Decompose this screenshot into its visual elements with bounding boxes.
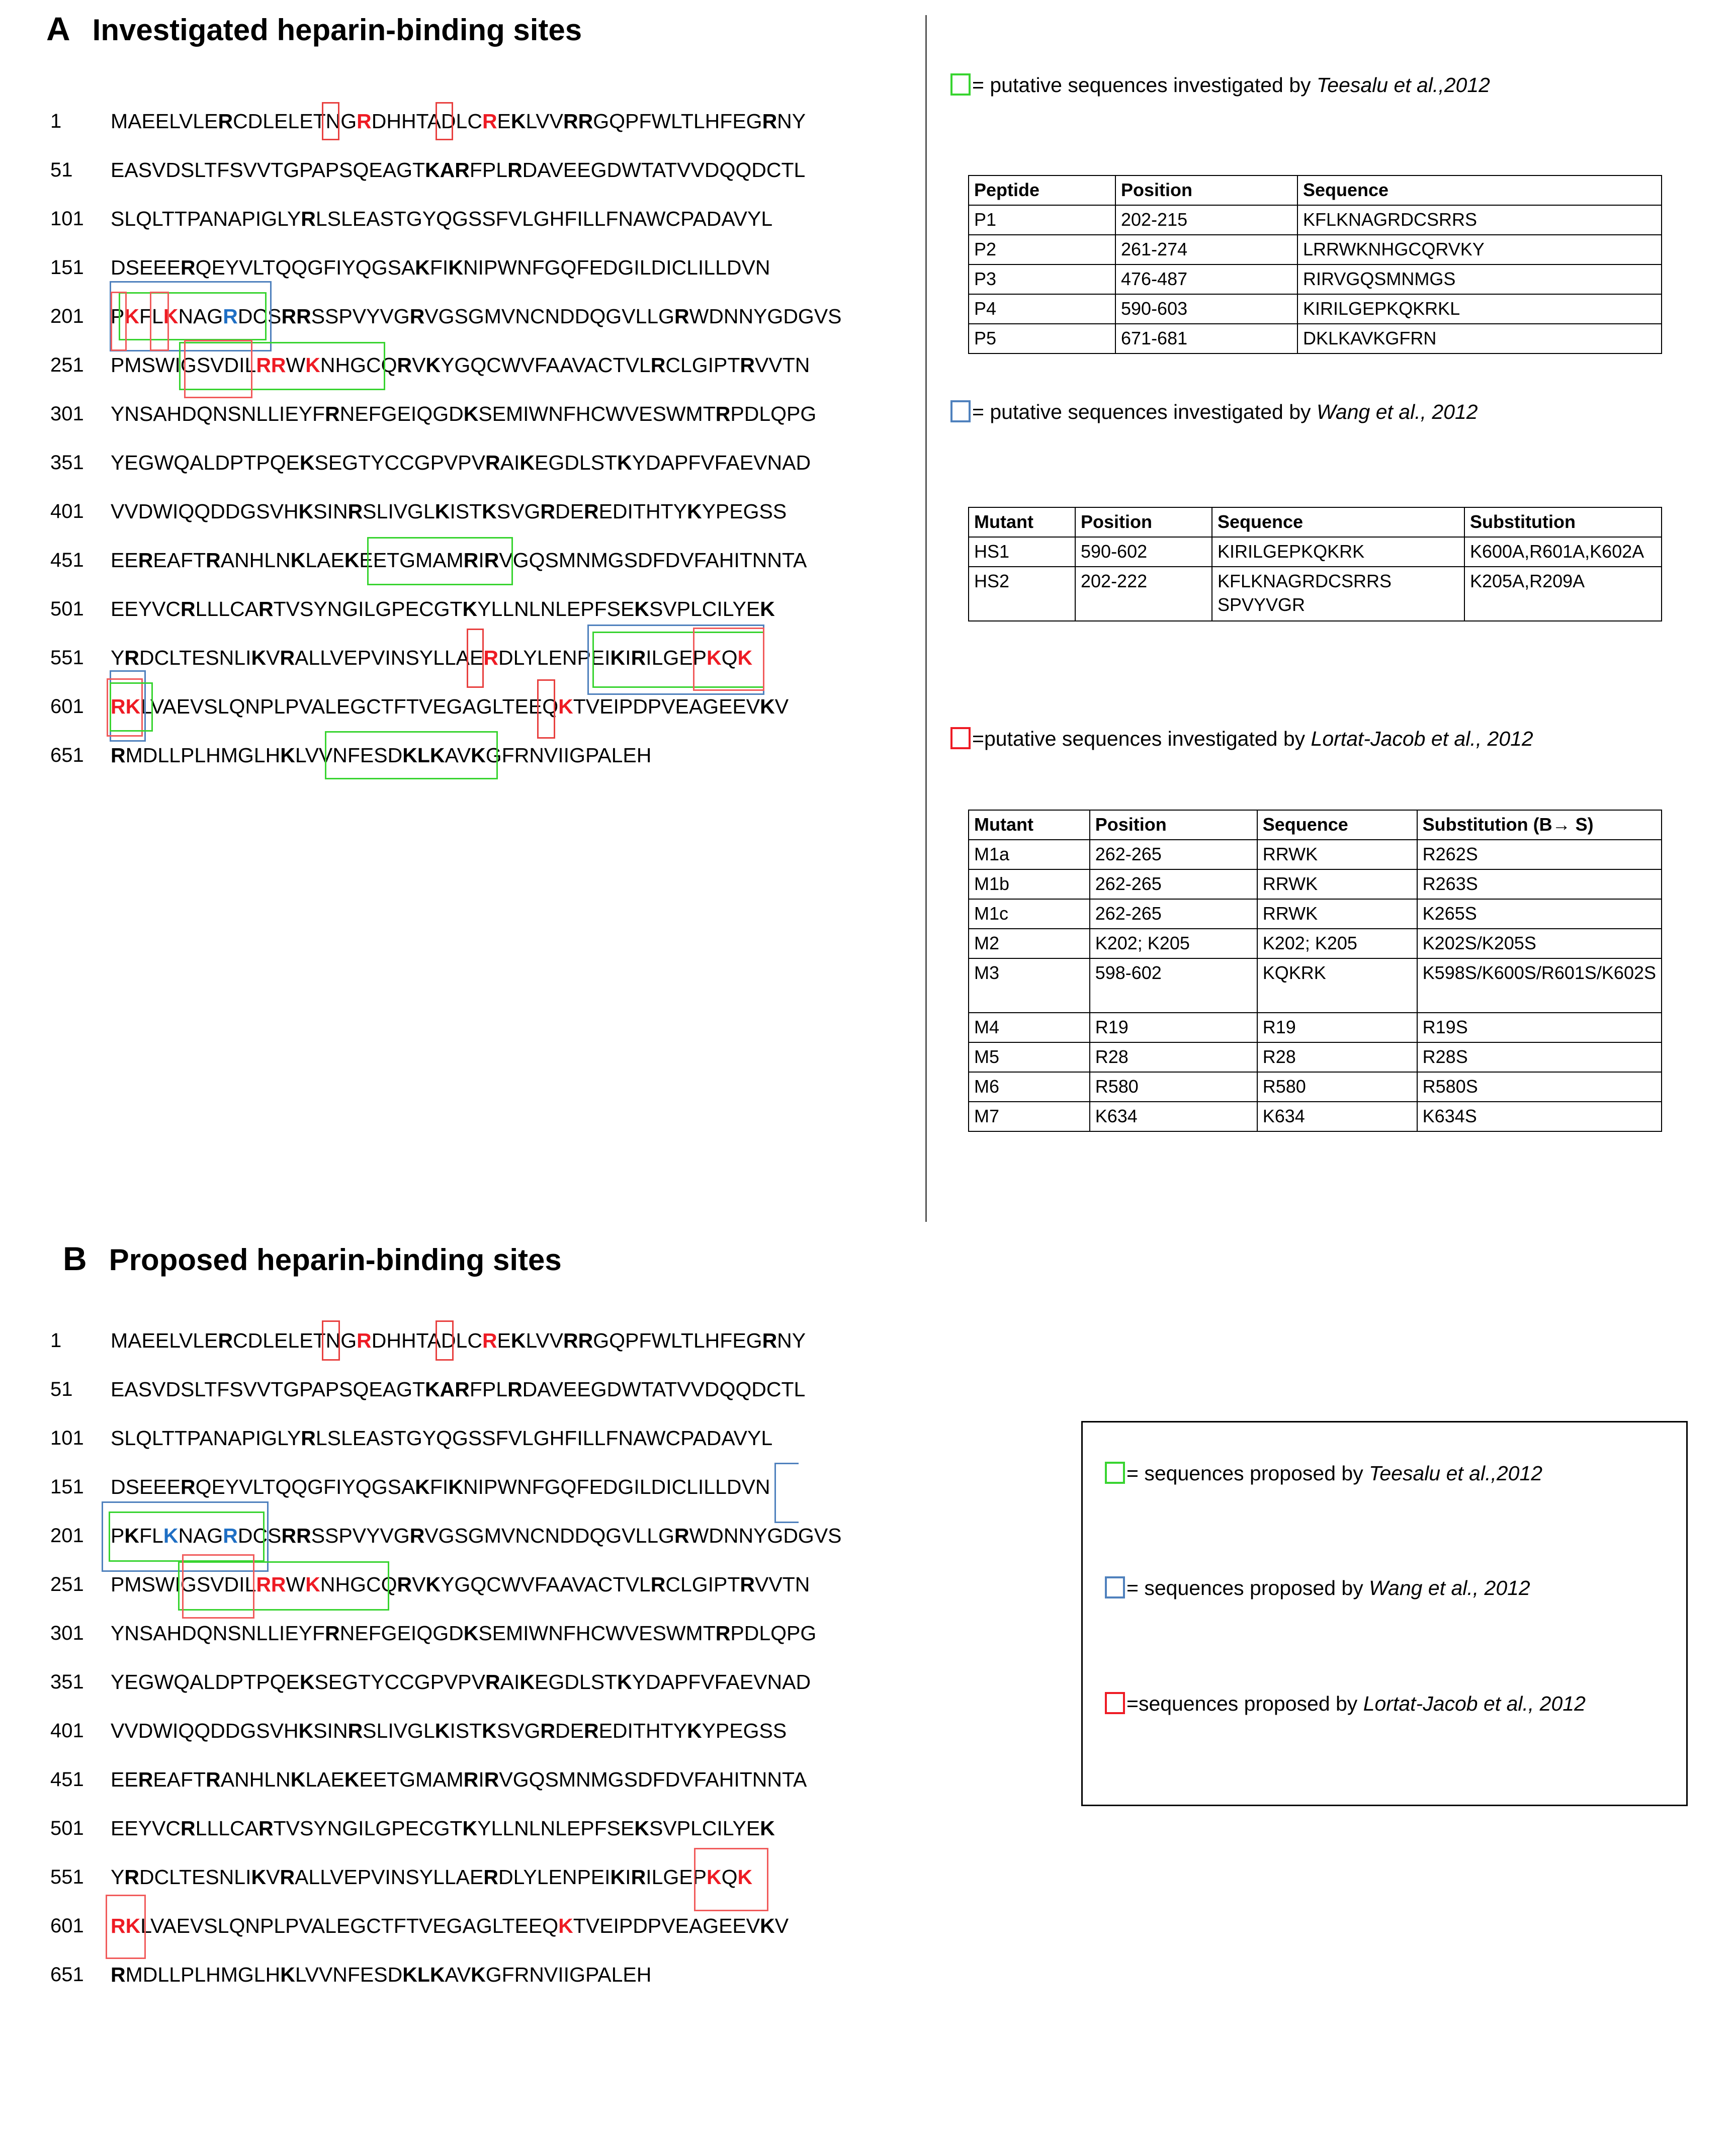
cell-position: 590-603 [1115,294,1297,324]
sequence-row [50,1425,842,1474]
legend-a-lortat [950,724,1695,754]
cell-peptide: P4 [969,294,1115,324]
sequence-position-label: 1 [50,1329,62,1352]
table-row [969,567,1662,621]
cell-sequence: KQKRK [1257,958,1417,1013]
sequence-residues: SLQLTTPANAPIGLYRLSLEASTGYQGSSFVLGHFILLFNAWCPADAVYL [111,207,773,230]
legend-a-teesalu [950,70,1680,100]
sequence-residues: DSEEERQEYVLTQQGFIYQGSAKFIKNIPWNFGQFEDGILDICLILLDVN [111,1475,770,1498]
table-header-row [969,810,1662,840]
legend-swatch-blue-icon [950,400,971,422]
legend-b-teesalu-suffix: et al.,2012 [1440,1462,1543,1485]
sequence-residues: PKFLKNAGRDCSRRSSPVYVGRVGSGMVNCNDDQGVLLGRWDNNYGDGVS [111,305,842,328]
sequence-residues: VVDWIQQDDGSVHKSINRSLIVGLKISTKSVGRDEREDITHTYKYPEGSS [111,1719,787,1742]
cell-position: 261-274 [1115,235,1297,264]
table-row [969,869,1662,899]
sequence-row [50,596,842,645]
sequence-residues: EEYVCRLLLCARTVSYNGILGPECGTKYLLNLNLEPFSEKSVPLCILYEK [111,1817,775,1840]
sequence-row [50,1815,842,1864]
sequence-position-label: 501 [50,1817,84,1839]
cell-sequence: KIRILGEPKQKRKL [1297,294,1662,324]
sequence-position-label: 351 [50,452,84,474]
legend-a-teesalu-text: = putative sequences investigated by [972,73,1317,97]
sequence-residues: EASVDSLTFSVVTGPAPSQEAGTKARFPLRDAVEEGDWTATVVDQQDCTL [111,158,806,182]
legend-swatch-red-icon [1105,1692,1125,1714]
sequence-residues: RMDLLPLHMGLHKLVVNFESDKLKAVKGFRNVIIGPALEH [111,1963,652,1986]
col-position: Position [1115,175,1297,205]
cell-position: 476-487 [1115,264,1297,294]
sequence-position-label: 401 [50,500,84,522]
cell-substitution: K634S [1417,1102,1662,1131]
sequence-row [50,303,842,352]
sequence-position-label: 251 [50,1573,84,1595]
legend-a-teesalu-author: Teesalu [1316,73,1388,97]
table-row [969,294,1662,324]
sequence-residues: PMSWIGSVDILRRWKNHGCQRVKYGQCWVFAAVACTVLRCLGIPTRVVTN [111,1573,810,1596]
cell-position: K634 [1090,1102,1257,1131]
sequence-row [50,1523,842,1571]
sequence-row [50,352,842,401]
legend-b-lortat-author: Lortat-Jacob [1363,1692,1478,1715]
cell-mutant: M1b [969,869,1090,899]
sequence-position-label: 101 [50,1427,84,1449]
col-mutant: Mutant [969,810,1090,840]
cell-substitution: K600A,R601A,K602A [1464,537,1662,567]
legend-b-teesalu-text: = sequences proposed by [1126,1462,1369,1485]
panel-a-header [46,12,582,45]
sequence-residues: EEREAFTRANHLNKLAEKEETGMAMRIRVGQSMNMGSDFDVFAHITNNTA [111,549,807,572]
sequence-position-label: 101 [50,208,84,230]
cell-mutant: M7 [969,1102,1090,1131]
panel-b-header [63,1242,562,1275]
sequence-row [50,450,842,498]
cell-position: R580 [1090,1072,1257,1102]
sequence-position-label: 151 [50,256,84,279]
col-position: Position [1075,507,1212,537]
sequence-residues: RKLVAEVSLQNPLPVALEGCTFTVEGAGLTEEQKTVEIPDPVEAGEEVKV [111,1914,789,1937]
sequence-position-label: 51 [50,1378,73,1400]
sequence-position-label: 301 [50,403,84,425]
legend-b-lortat [1105,1689,1673,1719]
table-row [969,537,1662,567]
sequence-row [50,693,842,742]
sequence-position-label: 201 [50,305,84,327]
sequence-residues: MAEELVLERCDLELETNGRDHHTADLCREKLVVRRGQPFWLTLHFEGRNY [111,1329,806,1352]
sequence-residues: RKLVAEVSLQNPLPVALEGCTFTVEGAGLTEEQKTVEIPDPVEAGEEVKV [111,695,789,718]
legend-swatch-green-icon [950,73,971,96]
sequence-position-label: 251 [50,354,84,376]
cell-mutant: M3 [969,958,1090,1013]
legend-a-wang-author: Wang [1316,400,1370,423]
sequence-row [50,645,842,693]
sequence-residues: YRDCLTESNLIKVRALLVEPVINSYLLAERDLYLENPEIKIRILGEPKQK [111,1865,753,1889]
cell-sequence: R19 [1257,1013,1417,1042]
sequence-row [50,1327,842,1376]
col-position: Position [1090,810,1257,840]
sequence-position-label: 1 [50,110,62,132]
col-mutant: Mutant [969,507,1075,537]
sequence-position-label: 301 [50,1622,84,1644]
sequence-position-label: 451 [50,549,84,571]
sequence-position-label: 351 [50,1671,84,1693]
table-header-row [969,175,1662,205]
cell-substitution: R263S [1417,869,1662,899]
legend-b-wang-suffix: et al., 2012 [1422,1576,1530,1599]
panel-a-sequence-block [50,108,842,791]
cell-mutant: HS2 [969,567,1075,621]
cell-position: 262-265 [1090,840,1257,869]
legend-swatch-red-icon [950,727,971,749]
table-row [969,1072,1662,1102]
sequence-residues: DSEEERQEYVLTQQGFIYQGSAKFIKNIPWNFGQFEDGILDICLILLDVN [111,256,770,279]
cell-position: R19 [1090,1013,1257,1042]
cell-position: R28 [1090,1042,1257,1072]
sequence-row [50,1669,842,1718]
sequence-residues: EASVDSLTFSVVTGPAPSQEAGTKARFPLRDAVEEGDWTATVVDQQDCTL [111,1378,806,1401]
cell-sequence: RRWK [1257,869,1417,899]
sequence-row [50,1620,842,1669]
sequence-row [50,1571,842,1620]
panel-a-letter: A [46,10,70,47]
cell-sequence: R580 [1257,1072,1417,1102]
col-substitution: Substitution [1464,507,1662,537]
sequence-row [50,206,842,254]
cell-mutant: M1c [969,899,1090,929]
cell-mutant: M1a [969,840,1090,869]
cell-substitution: K265S [1417,899,1662,929]
sequence-row [50,1913,842,1962]
table-wang-mutants [968,507,1662,621]
sequence-position-label: 151 [50,1476,84,1498]
legend-b-wang-text: = sequences proposed by [1126,1576,1369,1599]
sequence-residues: YEGWQALDPTPQEKSEGTYCCGPVPVRAIKEGDLSTKYDAPFVFAEVNAD [111,451,811,474]
sequence-residues: PKFLKNAGRDCSRRSSPVYVGRVGSGMVNCNDDQGVLLGRWDNNYGDGVS [111,1524,842,1547]
panel-divider [925,15,927,1222]
cell-sequence: LRRWKNHGCQRVKY [1297,235,1662,264]
cell-sequence: DKLKAVKGFRN [1297,324,1662,353]
cell-mutant: M6 [969,1072,1090,1102]
legend-b-teesalu-author: Teesalu [1369,1462,1441,1485]
cell-position: 202-222 [1075,567,1212,621]
table-row [969,1013,1662,1042]
sequence-row [50,1718,842,1766]
sequence-residues: EEREAFTRANHLNKLAEKEETGMAMRIRVGQSMNMGSDFDVFAHITNNTA [111,1768,807,1791]
sequence-residues: YNSAHDQNSNLLIEYFRNEFGEIQGDKSEMIWNFHCWVESWMTRPDLQPG [111,1622,817,1645]
col-peptide: Peptide [969,175,1115,205]
table-header-row [969,507,1662,537]
sequence-row [50,742,842,791]
cell-mutant: HS1 [969,537,1075,567]
cell-sequence: R28 [1257,1042,1417,1072]
sequence-residues: YRDCLTESNLIKVRALLVEPVINSYLLAERDLYLENPEIKIRILGEPKQK [111,646,753,669]
sequence-residues: PMSWIGSVDILRRWKNHGCQRVKYGQCWVFAAVACTVLRCLGIPTRVVTN [111,353,810,377]
cell-position: 590-602 [1075,537,1212,567]
panel-a-title: Investigated heparin-binding sites [92,13,582,47]
cell-sequence: RRWK [1257,899,1417,929]
legend-a-wang-text: = putative sequences investigated by [972,400,1317,423]
cell-position: K202; K205 [1090,929,1257,958]
legend-a-lortat-text: =putative sequences investigated by [972,727,1311,750]
sequence-position-label: 601 [50,695,84,718]
table-teesalu-peptides [968,175,1662,354]
table-row [969,840,1662,869]
legend-b-wang-author: Wang [1369,1576,1423,1599]
legend-swatch-blue-icon [1105,1576,1125,1598]
cell-sequence: RIRVGQSMNMGS [1297,264,1662,294]
panel-b-letter: B [63,1240,87,1277]
legend-a-wang [950,397,1680,427]
sequence-residues: EEYVCRLLLCARTVSYNGILGPECGTKYLLNLNLEPFSEKSVPLCILYEK [111,597,775,620]
table-row [969,235,1662,264]
table-row [969,899,1662,929]
col-sequence: Sequence [1257,810,1417,840]
cell-substitution: R580S [1417,1072,1662,1102]
sequence-row [50,254,842,303]
cell-sequence: KIRILGEPKQKRK [1212,537,1464,567]
legend-a-teesalu-suffix: et al.,2012 [1388,73,1490,97]
legend-a-lortat-author: Lortat-Jacob [1311,727,1426,750]
sequence-row [50,1864,842,1913]
cell-sequence: K202; K205 [1257,929,1417,958]
table-row [969,1042,1662,1072]
legend-b-lortat-suffix: et al., 2012 [1478,1692,1586,1715]
sequence-residues: RMDLLPLHMGLHKLVVNFESDKLKAVKGFRNVIIGPALEH [111,744,652,767]
table-row [969,929,1662,958]
cell-sequence: KFLKNAGRDCSRRS [1297,205,1662,235]
sequence-residues: SLQLTTPANAPIGLYRLSLEASTGYQGSSFVLGHFILLFNAWCPADAVYL [111,1427,773,1450]
legend-swatch-green-icon [1105,1462,1125,1484]
sequence-row [50,1766,842,1815]
sequence-position-label: 51 [50,159,73,181]
cell-mutant: M4 [969,1013,1090,1042]
sequence-residues: MAEELVLERCDLELETNGRDHHTADLCREKLVVRRGQPFWLTLHFEGRNY [111,110,806,133]
table-row [969,1102,1662,1131]
cell-substitution: R262S [1417,840,1662,869]
legend-a-lortat-suffix: et al., 2012 [1425,727,1533,750]
sequence-residues: YNSAHDQNSNLLIEYFRNEFGEIQGDKSEMIWNFHCWVESWMTRPDLQPG [111,402,817,425]
legend-a-wang-suffix: et al., 2012 [1370,400,1478,423]
sequence-position-label: 651 [50,744,84,766]
table-row [969,205,1662,235]
cell-position: 202-215 [1115,205,1297,235]
cell-sequence: K634 [1257,1102,1417,1131]
sequence-row [50,1474,842,1523]
sequence-row [50,1962,842,2010]
sequence-row [50,547,842,596]
cell-substitution: K598S/K600S/R601S/K602S [1417,958,1662,1013]
cell-substitution: K202S/K205S [1417,929,1662,958]
sequence-position-label: 401 [50,1720,84,1742]
legend-b-wang [1105,1573,1668,1603]
sequence-row [50,1376,842,1425]
cell-peptide: P1 [969,205,1115,235]
sequence-position-label: 551 [50,647,84,669]
panel-b-title: Proposed heparin-binding sites [109,1243,562,1277]
table-row [969,264,1662,294]
cell-mutant: M5 [969,1042,1090,1072]
sequence-row [50,157,842,206]
cell-peptide: P2 [969,235,1115,264]
panel-b-sequence-block [50,1327,842,2010]
sequence-position-label: 201 [50,1525,84,1547]
sequence-row [50,108,842,157]
cell-sequence: KFLKNAGRDCSRRS SPVYVGR [1212,567,1464,621]
sequence-residues: YEGWQALDPTPQEKSEGTYCCGPVPVRAIKEGDLSTKYDAPFVFAEVNAD [111,1670,811,1694]
sequence-position-label: 501 [50,598,84,620]
col-sequence: Sequence [1212,507,1464,537]
col-substitution: Substitution (B→ S) [1417,810,1662,840]
sequence-position-label: 601 [50,1915,84,1937]
legend-b-teesalu [1105,1459,1668,1488]
cell-position: 598-602 [1090,958,1257,1013]
cell-peptide: P3 [969,264,1115,294]
table-lortat-mutants [968,810,1662,1132]
sequence-position-label: 651 [50,1964,84,1986]
sequence-position-label: 451 [50,1768,84,1791]
sequence-row [50,401,842,450]
cell-sequence: RRWK [1257,840,1417,869]
cell-position: 671-681 [1115,324,1297,353]
cell-peptide: P5 [969,324,1115,353]
cell-position: 262-265 [1090,899,1257,929]
cell-mutant: M2 [969,929,1090,958]
cell-substitution: R19S [1417,1013,1662,1042]
sequence-position-label: 551 [50,1866,84,1888]
sequence-row [50,498,842,547]
sequence-residues: VVDWIQQDDGSVHKSINRSLIVGLKISTKSVGRDEREDITHTYKYPEGSS [111,500,787,523]
cell-substitution: K205A,R209A [1464,567,1662,621]
table-row [969,324,1662,353]
panel-b-legend-box [1081,1421,1688,1806]
col-sequence: Sequence [1297,175,1662,205]
cell-substitution: R28S [1417,1042,1662,1072]
legend-b-lortat-text: =sequences proposed by [1126,1692,1363,1715]
cell-position: 262-265 [1090,869,1257,899]
table-row [969,958,1662,1013]
